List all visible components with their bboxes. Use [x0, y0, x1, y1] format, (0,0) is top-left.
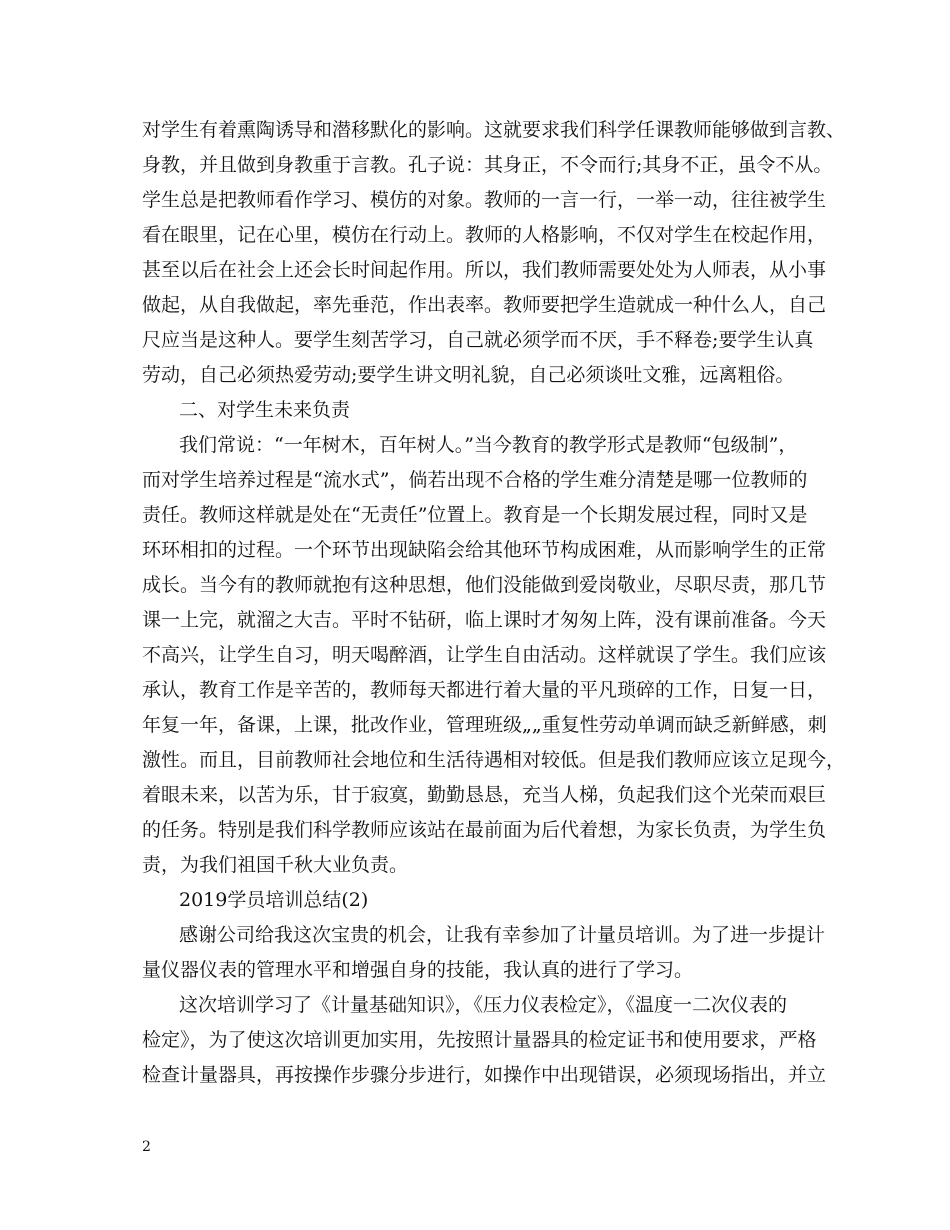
text-line: 课一上完，就溜之大吉。平时不钻研，临上课时才匆匆上阵，没有课前准备。今天: [142, 609, 827, 631]
page-number: 2: [142, 1139, 151, 1155]
text-line: 甚至以后在社会上还会长时间起作用。所以，我们教师需要处处为人师表，从小事: [142, 259, 827, 281]
text-line: 责，为我们祖国千秋大业负责。: [142, 854, 409, 876]
text-line: 身教，并且做到身教重于言教。孔子说：其身正，不令而行;其身不正，虽令不从。: [142, 154, 833, 176]
text-line: 激性。而且，目前教师社会地位和生活待遇相对较低。但是我们教师应该立足现今，: [142, 749, 846, 771]
text-line: 成长。当今有的教师就抱有这种思想，他们没能做到爱岗敬业，尽职尽责，那几节: [142, 574, 827, 596]
text-line: 这次培训学习了《计量基础知识》，《压力仪表检定》，《温度一二次仪表的: [179, 994, 788, 1016]
text-line: 劳动，自己必须热爱劳动;要学生讲文明礼貌，自己必须谈吐文雅，远离粗俗。: [142, 364, 795, 386]
text-line: 的任务。特别是我们科学教师应该站在最前面为后代着想，为家长负责，为学生负: [142, 819, 827, 841]
text-line: 我们常说：“一年树木，百年树人。”当今教育的教学形式是教师“包级制”，: [179, 434, 798, 456]
text-line: 量仪器仪表的管理水平和增强自身的技能，我认真的进行了学习。: [142, 959, 694, 981]
text-line: 检定》，为了使这次培训更加实用，先按照计量器具的检定证书和使用要求，严格: [142, 1029, 817, 1051]
text-line: 看在眼里，记在心里，模仿在行动上。教师的人格影响，不仅对学生在校起作用，: [142, 224, 827, 246]
text-line: 年复一年，备课，上课，批改作业，管理班级„„重复性劳动单调而缺乏新鲜感，刺: [142, 714, 827, 736]
text-line: 着眼未来，以苦为乐，甘于寂寞，勤勤恳恳，充当人梯，负起我们这个光荣而艰巨: [142, 784, 827, 806]
text-line: 对学生有着熏陶诱导和潜移默化的影响。这就要求我们科学任课教师能够做到言教、: [142, 119, 846, 141]
text-line: 尺应当是这种人。要学生刻苦学习，自己就必须学而不厌，手不释卷;要学生认真: [142, 329, 814, 351]
text-line: 承认，教育工作是辛苦的，教师每天都进行着大量的平凡琐碎的工作，日复一日，: [142, 679, 827, 701]
text-line: 环环相扣的过程。一个环节出现缺陷会给其他环节构成困难，从而影响学生的正常: [142, 539, 827, 561]
text-line: 责任。教师这样就是处在“无责任”位置上。教育是一个长期发展过程，同时又是: [142, 504, 808, 526]
text-line: 而对学生培养过程是“流水式”，倘若出现不合格的学生难分清楚是哪一位教师的: [142, 469, 808, 491]
text-line: 感谢公司给我这次宝贵的机会，让我有幸参加了计量员培训。为了进一步提计: [179, 924, 826, 946]
text-line: 学生总是把教师看作学习、模仿的对象。教师的一言一行，一举一动，往往被学生: [142, 189, 827, 211]
section-heading: 2019学员培训总结(2): [179, 889, 369, 911]
text-line: 做起，从自我做起，率先垂范，作出表率。教师要把学生造就成一种什么人，自己: [142, 294, 827, 316]
section-heading: 二、对学生未来负责: [179, 399, 351, 421]
text-line: 不高兴，让学生自习，明天喝醉酒，让学生自由活动。这样就误了学生。我们应该: [142, 644, 827, 666]
text-line: 检查计量器具，再按操作步骤分步进行，如操作中出现错误，必须现场指出，并立: [142, 1064, 827, 1086]
